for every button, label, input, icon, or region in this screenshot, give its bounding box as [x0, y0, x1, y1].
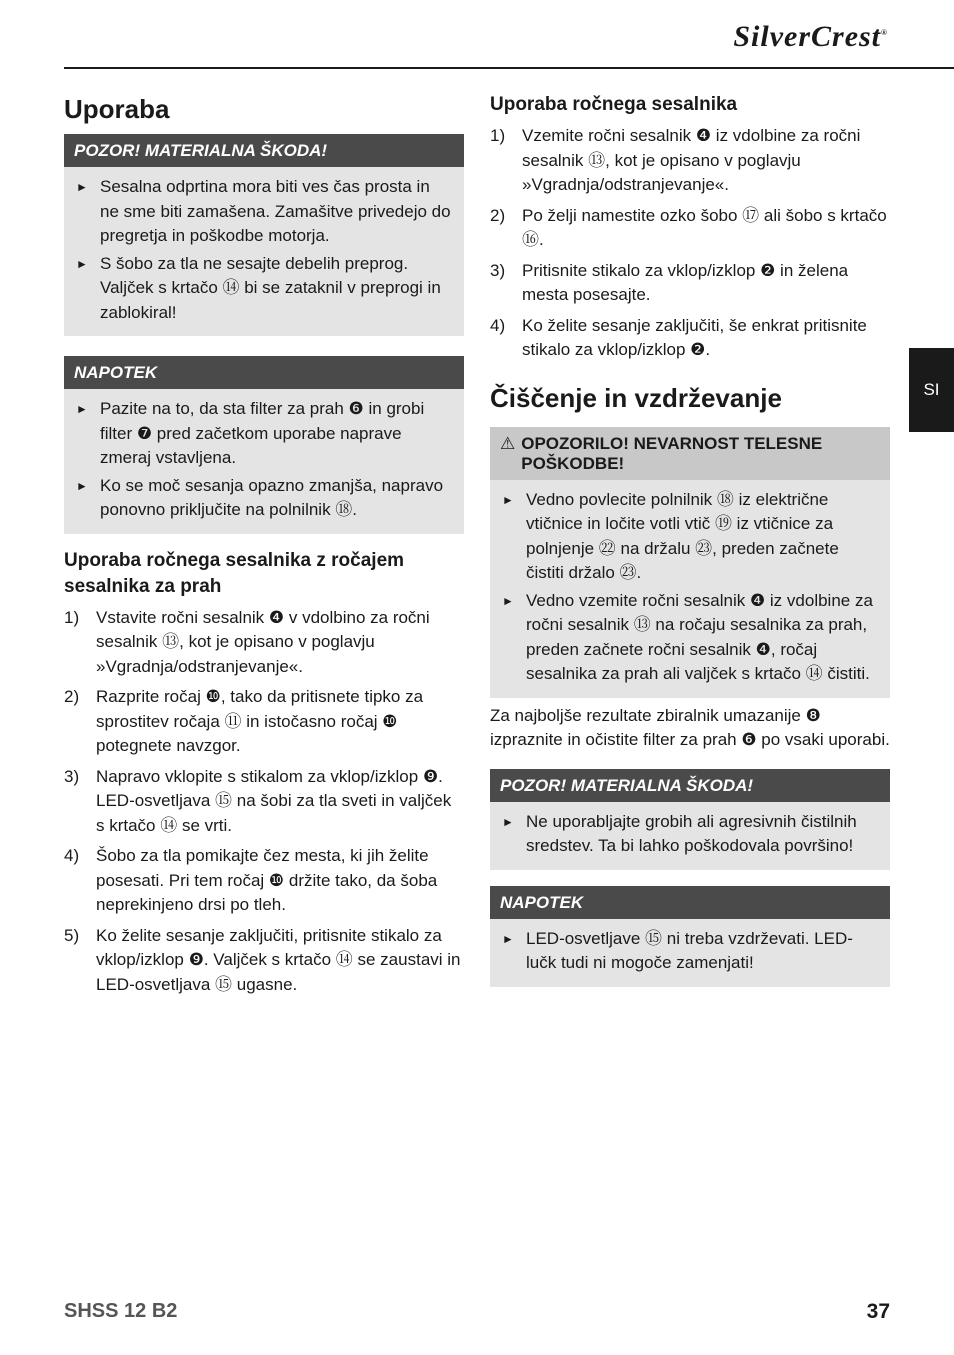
section-title-uporaba: Uporaba — [64, 94, 170, 124]
step-text: Po želji namestite ozko šobo ⑰ ali šobo s krtačo ⑯. — [522, 205, 887, 249]
step-number: 1) — [490, 126, 506, 145]
step-text: Ko želite sesanje zaključiti, pritisnite stikalo za vklop/izklop ❾. Valjček s krtačo ⑭ se zaustavi in LED-osvetljava ⑮ ugasne. — [96, 925, 461, 994]
step-item — [490, 204, 890, 253]
warning-heading — [490, 427, 890, 480]
list-item — [74, 474, 452, 523]
step-text: Napravo vklopite s stikalom za vklop/izklop ❾. LED-osvetljava ⑮ na šobi za tla sveti in valjček s krtačo ⑭ se vrti. — [96, 766, 452, 835]
list-item — [74, 252, 452, 326]
arrow-icon: ► — [502, 593, 514, 608]
step-number: 4) — [64, 846, 80, 865]
list-item — [500, 927, 878, 976]
step-item — [64, 685, 464, 759]
registered-mark: ® — [881, 28, 888, 37]
left-column — [64, 92, 464, 1003]
arrow-icon: ► — [502, 814, 514, 829]
section-title-ciscenje: Čiščenje in vzdrževanje — [490, 382, 782, 413]
caution-box-material — [64, 134, 464, 336]
note-list — [64, 389, 464, 523]
list-item — [500, 810, 878, 859]
step-number: 5) — [64, 925, 80, 945]
brand-name: SilverCrest — [733, 20, 882, 53]
caution-list — [64, 167, 464, 325]
step-text: Šobo za tla pomikajte čez mesta, ki jih želite posesati. Pri tem ročaj ❿ držite tako, da šoba neprekinjeno drsi po tleh. — [96, 846, 438, 914]
arrow-icon: ► — [76, 478, 88, 493]
note-list — [490, 919, 890, 976]
warning-list — [490, 480, 890, 687]
list-item — [74, 175, 452, 249]
step-number: 3) — [64, 766, 80, 786]
list-item-text: Vedno vzemite ročni sesalnik ❹ iz vdolbine za ročni sesalnik ⑬ na ročaju sesalnika za prah, preden začnete ročni sesalnik ❹, ročaj sesalnika za prah ali valjček s krtačo ⑭ čistiti. — [526, 590, 873, 683]
list-item-text: S šobo za tla ne sesajte debelih preprog. Valjček s krtačo ⑭ bi se zataknil v preprogi in zablokiral! — [100, 253, 441, 322]
subsection-title: Uporaba ročnega sesalnika — [490, 94, 738, 115]
list-item — [500, 488, 878, 586]
step-item — [64, 924, 464, 998]
step-text: Pritisnite stikalo za vklop/izklop ❷ in želena mesta posesajte. — [522, 260, 849, 304]
step-item — [490, 124, 890, 198]
note-heading: NAPOTEK — [490, 886, 890, 919]
subsection-title: Uporaba ročnega sesalnika z ročajem sesalnika za prah — [64, 549, 405, 597]
page-number: 37 — [866, 1300, 890, 1323]
step-number: 2) — [490, 205, 506, 225]
list-item — [74, 397, 452, 471]
list-item-text: Pazite na to, da sta filter za prah ❻ in grobi filter ❼ pred začetkom uporabe naprave zmeraj vstavljena. — [100, 399, 425, 467]
steps-list-right — [490, 124, 890, 363]
right-column — [490, 92, 890, 987]
header-rule — [64, 67, 954, 69]
list-item-text: Ko se moč sesanja opazno zmanjša, napravo ponovno priključite na polnilnik ⑱. — [100, 475, 444, 519]
warning-triangle-icon: ⚠ — [500, 433, 516, 453]
step-text: Ko želite sesanje zaključiti, še enkrat pritisnite stikalo za vklop/izklop ❷. — [522, 315, 867, 359]
step-item — [490, 314, 890, 363]
arrow-icon: ► — [502, 931, 514, 946]
step-text: Vzemite ročni sesalnik ❹ iz vdolbine za ročni sesalnik ⑬, kot je opisano v poglavju »Vgradnja/odstranjevanje«. — [522, 126, 861, 194]
note-heading: NAPOTEK — [64, 356, 464, 389]
warning-box — [490, 427, 890, 698]
step-text: Vstavite ročni sesalnik ❹ v vdolbino za ročni sesalnik ⑬, kot je opisano v poglavju »Vgradnja/odstranjevanje«. — [96, 607, 430, 676]
language-tab: SI — [909, 348, 954, 432]
list-item-text: Ne uporabljajte grobih ali agresivnih čistilnih sredstev. Ta bi lahko poškodovala površino! — [526, 811, 857, 855]
arrow-icon: ► — [76, 180, 88, 194]
list-item — [500, 589, 878, 687]
step-text: Razprite ročaj ❿, tako da pritisnete tipko za sprostitev ročaja ⑪ in istočasno ročaj ❿ potegnete navzgor. — [96, 687, 424, 755]
step-item — [64, 606, 464, 680]
list-item-text: Sesalna odprtina mora biti ves čas prosta in ne sme biti zamašena. Zamašitve privedejo do pregretja in poškodbe motorja. — [100, 177, 451, 245]
note-box — [64, 356, 464, 534]
footer-model: SHSS 12 B2 — [64, 1300, 178, 1322]
list-item-text: LED-osvetljave ⑮ ni treba vzdrževati. LED-lučk tudi ni mogoče zamenjati! — [526, 928, 853, 972]
step-number: 3) — [490, 260, 506, 280]
steps-list-left — [64, 606, 464, 998]
step-number: 2) — [64, 687, 80, 706]
arrow-icon: ► — [76, 402, 88, 416]
arrow-icon: ► — [502, 492, 514, 507]
step-item — [490, 259, 890, 308]
step-number: 4) — [490, 315, 506, 335]
step-item — [64, 844, 464, 918]
step-number: 1) — [64, 607, 80, 627]
caution-list — [490, 802, 890, 859]
brand-logo — [733, 20, 888, 54]
body-paragraph: Za najboljše rezultate zbiralnik umazanije ❽ izpraznite in očistite filter za prah ❻ po vsaki uporabi. — [490, 705, 890, 749]
caution-heading: POZOR! MATERIALNA ŠKODA! — [490, 769, 890, 802]
arrow-icon: ► — [76, 256, 88, 271]
caution-box-material — [490, 769, 890, 870]
step-item — [64, 765, 464, 839]
list-item-text: Vedno povlecite polnilnik ⑱ iz električne vtičnice in ločite votli vtič ⑲ iz vtičnice za polnjenje ㉒ na držalu ㉓, preden začnete čistiti držalo ㉓. — [526, 489, 839, 582]
caution-heading: POZOR! MATERIALNA ŠKODA! — [64, 134, 464, 167]
note-box — [490, 886, 890, 987]
warning-heading-text: OPOZORILO! NEVARNOST TELESNE POŠKODBE! — [521, 433, 823, 473]
